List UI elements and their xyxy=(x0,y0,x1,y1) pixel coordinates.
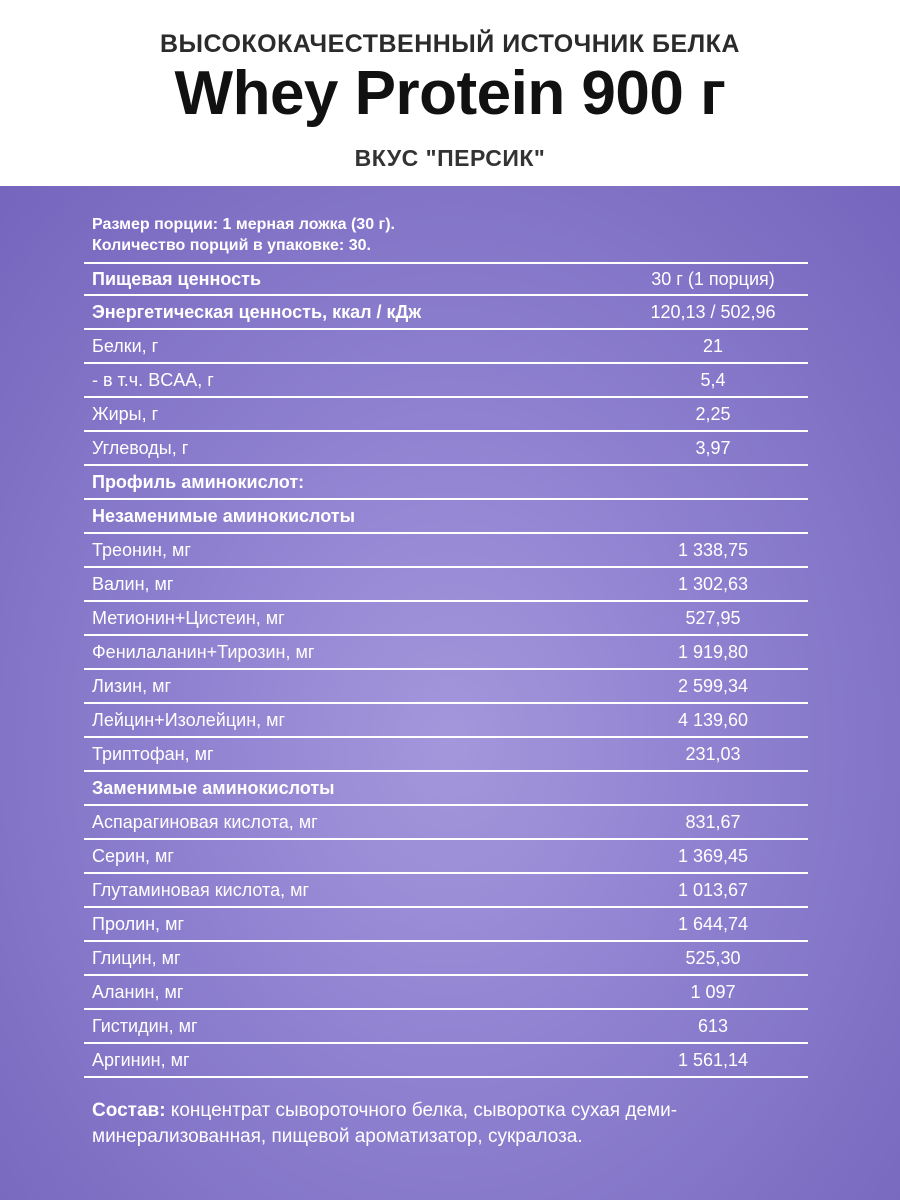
table-row xyxy=(84,466,808,500)
row-name: Триптофан, мг xyxy=(92,743,214,764)
row-value: 30 г (1 порция) xyxy=(651,268,775,289)
table-row xyxy=(84,840,808,874)
nutrition-panel xyxy=(0,186,900,1200)
row-name: Пролин, мг xyxy=(92,913,185,934)
table-row xyxy=(84,1044,808,1078)
row-value: 5,4 xyxy=(700,369,726,390)
table-row xyxy=(84,296,808,330)
table-row xyxy=(84,772,808,806)
table-row xyxy=(84,1010,808,1044)
row-name: Серин, мг xyxy=(92,845,174,866)
row-name: Углеводы, г xyxy=(92,437,189,458)
table-row xyxy=(84,568,808,602)
product-subtitle: ВЫСОКОКАЧЕСТВЕННЫЙ ИСТОЧНИК БЕЛКА xyxy=(160,30,740,58)
serving-info xyxy=(92,214,812,256)
table-row xyxy=(84,976,808,1010)
product-flavor: ВКУС "ПЕРСИК" xyxy=(354,145,546,171)
row-name: Лейцин+Изолейцин, мг xyxy=(92,709,286,730)
table-row xyxy=(84,942,808,976)
row-value: 3,97 xyxy=(695,437,731,458)
row-name: - в т.ч. BCAA, г xyxy=(92,369,214,390)
table-row xyxy=(84,262,808,296)
row-name: Лизин, мг xyxy=(92,675,172,696)
row-value: 4 139,60 xyxy=(677,709,749,730)
row-name: Фенилаланин+Тирозин, мг xyxy=(92,641,315,662)
row-name: Аспарагиновая кислота, мг xyxy=(92,811,318,832)
serving-size: Размер порции: 1 мерная ложка (30 г). xyxy=(92,216,395,233)
row-value: 231,03 xyxy=(685,743,741,764)
nutrition-table xyxy=(84,262,808,1078)
row-name: Заменимые аминокислоты xyxy=(92,777,335,798)
composition xyxy=(92,1098,822,1150)
table-row xyxy=(84,602,808,636)
row-value: 2 599,34 xyxy=(677,675,749,696)
row-value: 527,95 xyxy=(685,607,741,628)
row-name: Энергетическая ценность, ккал / кДж xyxy=(92,301,422,322)
table-row xyxy=(84,534,808,568)
row-name: Треонин, мг xyxy=(92,539,191,560)
row-name: Пищевая ценность xyxy=(92,268,262,289)
row-value: 1 919,80 xyxy=(677,641,749,662)
composition-label: Состав: xyxy=(92,1100,166,1121)
row-value: 1 561,14 xyxy=(677,1049,749,1070)
row-value: 1 644,74 xyxy=(677,913,749,934)
table-row xyxy=(84,364,808,398)
row-name: Незаменимые аминокислоты xyxy=(92,505,355,526)
row-name: Гистидин, мг xyxy=(92,1015,198,1036)
row-value: 1 338,75 xyxy=(677,539,749,560)
product-title: Whey Protein 900 г xyxy=(174,59,726,128)
row-value: 2,25 xyxy=(695,403,731,424)
row-name: Жиры, г xyxy=(92,403,159,424)
table-row xyxy=(84,432,808,466)
row-value: 1 097 xyxy=(690,981,736,1002)
table-row xyxy=(84,806,808,840)
row-name: Белки, г xyxy=(92,335,159,356)
row-name: Метионин+Цистеин, мг xyxy=(92,607,285,628)
header xyxy=(0,0,900,186)
row-name: Глицин, мг xyxy=(92,947,181,968)
row-value: 1 013,67 xyxy=(677,879,749,900)
table-row xyxy=(84,908,808,942)
row-name: Аргинин, мг xyxy=(92,1049,190,1070)
row-name: Глутаминовая кислота, мг xyxy=(92,879,310,900)
serving-count: Количество порций в упаковке: 30. xyxy=(92,237,371,254)
table-row xyxy=(84,330,808,364)
row-value: 831,67 xyxy=(685,811,741,832)
composition-text: концентрат сывороточного белка, сыворотка сухая деми-минерализованная, пищевой ароматизатор, сукралоза. xyxy=(92,1100,678,1147)
table-row xyxy=(84,738,808,772)
table-row xyxy=(84,398,808,432)
row-value: 21 xyxy=(702,335,724,356)
table-row xyxy=(84,636,808,670)
table-row xyxy=(84,670,808,704)
row-value: 1 302,63 xyxy=(677,573,749,594)
row-name: Аланин, мг xyxy=(92,981,184,1002)
table-row xyxy=(84,704,808,738)
table-row xyxy=(84,500,808,534)
row-value: 525,30 xyxy=(685,947,741,968)
row-value: 613 xyxy=(697,1015,729,1036)
row-value: 1 369,45 xyxy=(677,845,749,866)
row-value: 120,13 / 502,96 xyxy=(650,301,776,322)
row-name: Профиль аминокислот: xyxy=(92,471,305,492)
table-row xyxy=(84,874,808,908)
row-name: Валин, мг xyxy=(92,573,174,594)
